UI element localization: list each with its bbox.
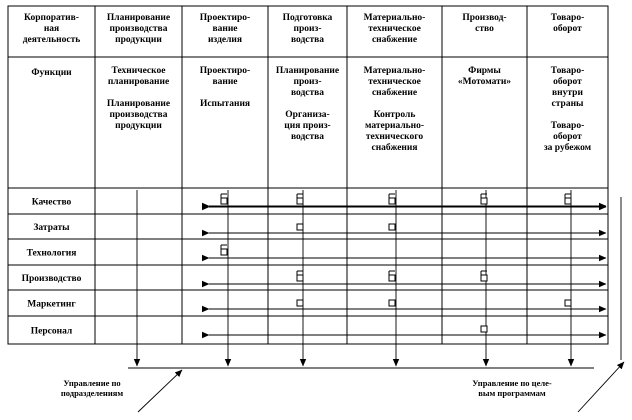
function-cell-4: материально-: [364, 121, 425, 131]
function-cell-6: Товаро-: [550, 66, 585, 76]
table-grid: [8, 6, 608, 344]
column-header-1: Планирование: [106, 13, 171, 23]
footer-right-label: вым программам: [478, 388, 546, 398]
marker-flag: [389, 275, 395, 281]
function-cell-4: технического: [365, 132, 424, 142]
column-header-4: техническое: [368, 24, 421, 34]
marker-square: [481, 326, 487, 332]
column-header-6: Товаро-: [550, 13, 585, 23]
footer-left-label: Управление по: [63, 378, 121, 388]
column-header-2: изделия: [207, 35, 243, 45]
function-cell-3: ция произ-: [284, 121, 331, 131]
marker-flag: [297, 198, 303, 204]
function-cell-4: снабжение: [371, 88, 418, 98]
footer-left-label: подразделениям: [60, 388, 124, 398]
marker-flag: [221, 249, 227, 255]
marker-square: [565, 300, 571, 306]
row-label-4: Производство: [21, 274, 82, 284]
function-cell-6: внутри: [552, 88, 583, 98]
marker-square: [297, 300, 303, 306]
column-header-4: снабжение: [371, 35, 418, 45]
function-cell-3: водства: [290, 132, 325, 142]
row-label-3: Технология: [26, 248, 77, 259]
function-cell-1: Техническое: [111, 66, 166, 76]
header-corner-label: ная: [43, 24, 60, 34]
function-cell-4: Материально-: [363, 66, 426, 76]
function-cell-1: производства: [109, 110, 168, 120]
function-cell-5: Фирмы: [468, 66, 501, 76]
functions-label: Функции: [31, 68, 72, 78]
column-header-3: Подготовка: [282, 13, 333, 23]
column-header-5: ство: [475, 24, 494, 34]
function-cell-6: страны: [551, 99, 584, 109]
function-cell-5: «Мотомати»: [457, 77, 512, 87]
row-label-6: Персонал: [30, 326, 73, 337]
column-header-1: производства: [109, 24, 168, 34]
function-cell-6: за рубежом: [543, 143, 592, 153]
marker-square: [297, 224, 303, 230]
marker-flag: [297, 275, 303, 281]
function-cell-4: техническое: [368, 77, 421, 87]
marker-square: [389, 224, 395, 230]
row-label-1: Качество: [31, 197, 72, 208]
function-cell-2: вание: [212, 77, 238, 87]
function-cell-3: Организа-: [285, 110, 330, 120]
function-cell-1: продукции: [115, 121, 162, 131]
table-text: [22, 13, 592, 398]
column-header-1: продукции: [115, 35, 162, 45]
marker-flag: [389, 198, 395, 204]
function-cell-2: Проектиро-: [199, 66, 251, 76]
header-corner-label: Корпоратив-: [24, 13, 79, 23]
function-cell-6: Товаро-: [550, 121, 585, 131]
function-cell-4: Контроль: [373, 110, 416, 120]
left-pointer: [138, 370, 182, 412]
column-header-2: Проектиро-: [199, 13, 251, 23]
right-pointer: [578, 362, 624, 412]
header-corner-label: деятельность: [22, 35, 81, 45]
column-header-3: водства: [290, 35, 325, 45]
column-header-2: вание: [212, 24, 238, 34]
marker-flag: [221, 198, 227, 204]
column-header-4: Материально-: [363, 13, 426, 23]
footer-right-label: Управление по целе-: [472, 378, 552, 388]
function-cell-1: Планирование: [106, 99, 171, 109]
marker-flag: [481, 198, 487, 204]
row-label-2: Затраты: [33, 223, 70, 233]
function-cell-1: планирование: [107, 77, 170, 87]
column-header-3: произ-: [293, 24, 322, 34]
function-cell-4: снабжения: [371, 143, 418, 153]
marker-flag: [481, 275, 487, 281]
function-cell-3: произ-: [293, 77, 322, 87]
column-header-6: оборот: [553, 24, 582, 34]
function-cell-2: Испытания: [199, 99, 251, 109]
function-cell-3: водства: [290, 88, 325, 98]
column-header-5: Производ-: [462, 13, 507, 23]
function-cell-6: оборот: [553, 77, 582, 87]
function-cell-3: Планирование: [275, 66, 340, 76]
marker-flag: [565, 198, 571, 204]
row-label-5: Маркетинг: [27, 299, 76, 310]
marker-square: [389, 300, 395, 306]
function-cell-6: оборот: [553, 132, 582, 142]
